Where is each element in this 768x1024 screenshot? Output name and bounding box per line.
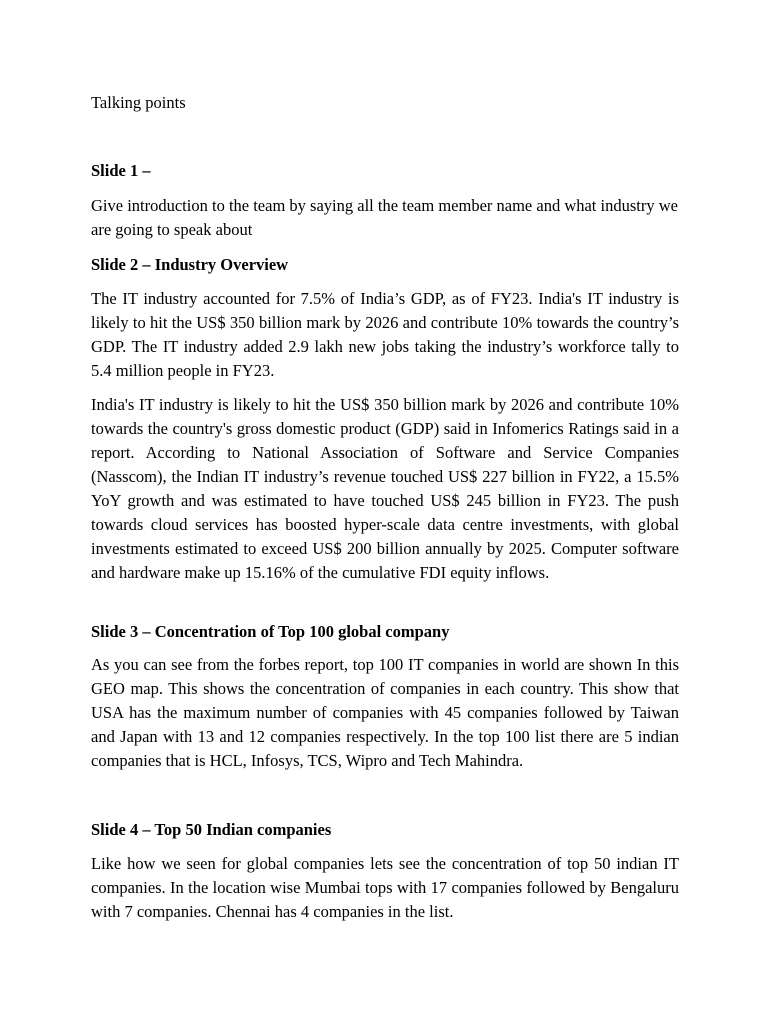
slide-1-heading: Slide 1 – [91,161,151,180]
document-title: Talking points [91,93,186,112]
slide-3-heading: Slide 3 – Concentration of Top 100 global company [91,622,450,641]
slide-2-paragraph-2: India's IT industry is likely to hit the US$ 350 billion mark by 2026 and contribute 10% towards the country's gross domestic product (GDP) said in Infomerics Ratings said in a report. According to National Association of Software and Service Companies (Nasscom), the Indian IT industry’s revenue touched US$ 227 billion in FY22, a 15.5% YoY growth and was estimated to have touched US$ 245 billion in FY23. The push towards cloud services has boosted hyper-scale data centre investments, with global investments estimated to exceed US$ 200 billion annually by 2025. Computer software and hardware make up 15.16% of the cumulative FDI equity inflows. [91,395,679,582]
slide-1-paragraph: Give introduction to the team by saying all the team member name and what industry we are going to speak about [91,196,678,239]
slide-4-heading: Slide 4 – Top 50 Indian companies [91,820,332,839]
slide-4-paragraph: Like how we seen for global companies lets see the concentration of top 50 indian IT companies. In the location wise Mumbai tops with 17 companies followed by Bengaluru with 7 companies. Chennai has 4 companies in the list. [91,854,679,921]
slide-2-heading: Slide 2 – Industry Overview [91,255,289,274]
slide-3-paragraph: As you can see from the forbes report, top 100 IT companies in world are shown In this GEO map. This shows the concentration of companies in each country. This show that USA has the maximum number of companies with 45 companies followed by Taiwan and Japan with 13 and 12 companies respectively. In the top 100 list there are 5 indian companies that is HCL, Infosys, TCS, Wipro and Tech Mahindra. [91,655,679,770]
slide-2-paragraph-1: The IT industry accounted for 7.5% of India’s GDP, as of FY23. India's IT industry is likely to hit the US$ 350 billion mark by 2026 and contribute 10% towards the country’s GDP. The IT industry added 2.9 lakh new jobs taking the industry’s workforce tally to 5.4 million people in FY23. [91,289,679,380]
